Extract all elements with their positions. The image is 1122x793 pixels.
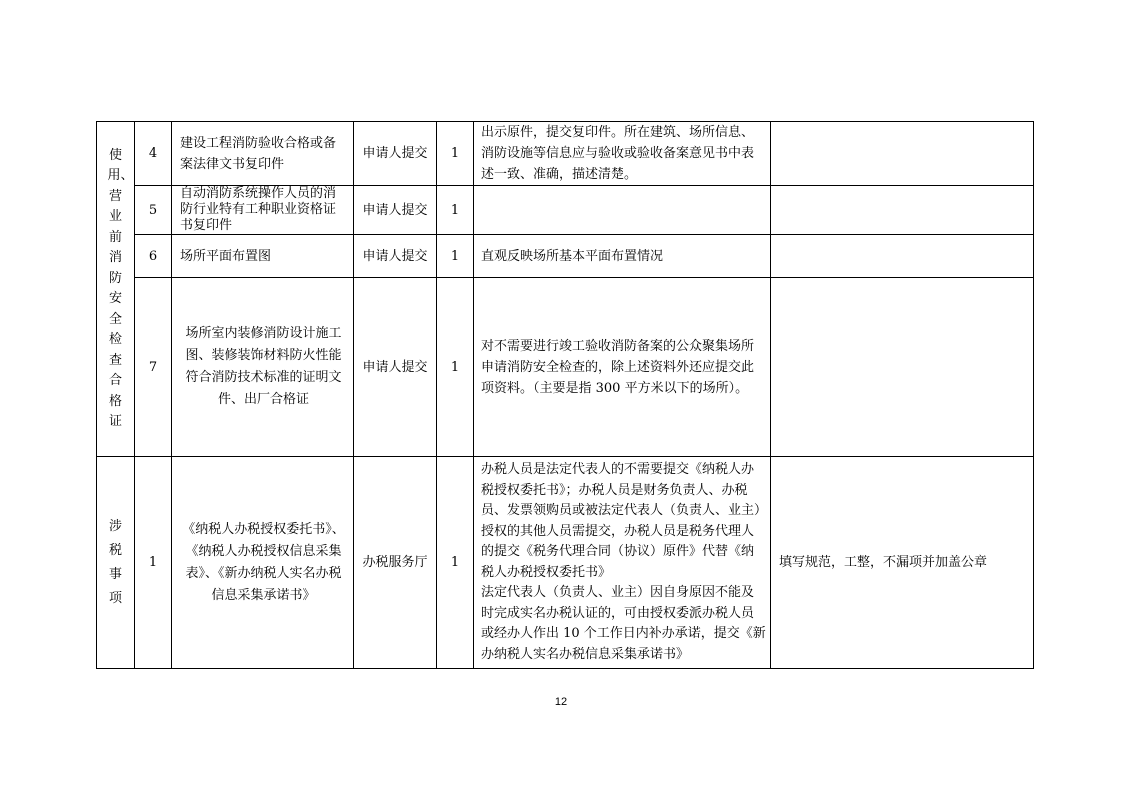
copy-count: 1 bbox=[437, 186, 474, 235]
copy-count: 1 bbox=[437, 278, 474, 457]
material-remark bbox=[771, 122, 1034, 186]
row-number: 1 bbox=[135, 457, 172, 669]
material-source: 申请人提交 bbox=[354, 278, 437, 457]
page-number: 12 bbox=[554, 696, 568, 708]
material-source: 申请人提交 bbox=[354, 235, 437, 278]
category-label: 涉税事项 bbox=[108, 518, 122, 606]
row-number: 7 bbox=[135, 278, 172, 457]
table-row bbox=[97, 457, 1034, 669]
material-name: 场所平面布置图 bbox=[172, 235, 354, 278]
material-remark bbox=[771, 186, 1034, 235]
table-row bbox=[97, 235, 1034, 278]
table-row bbox=[97, 278, 1034, 457]
category-cell bbox=[97, 457, 135, 669]
material-name: 《纳税人办税授权委托书》、《纳税人办税授权信息采集表》、《新办纳税人实名办税信息采集承诺书》 bbox=[172, 457, 354, 669]
material-source: 申请人提交 bbox=[354, 186, 437, 235]
row-number: 5 bbox=[135, 186, 172, 235]
material-description: 出示原件，提交复印件。所在建筑、场所信息、消防设施等信息应与验收或验收备案意见书中表述一致、准确，描述清楚。 bbox=[474, 122, 771, 186]
material-remark bbox=[771, 278, 1034, 457]
material-source: 申请人提交 bbox=[354, 122, 437, 186]
material-remark bbox=[771, 235, 1034, 278]
material-name: 自动消防系统操作人员的消防行业特有工种职业资格证书复印件 bbox=[172, 186, 354, 235]
copy-count: 1 bbox=[437, 235, 474, 278]
table-row bbox=[97, 122, 1034, 186]
material-name: 场所室内装修消防设计施工图、装修装饰材料防火性能符合消防技术标准的证明文件、出厂合格证 bbox=[172, 278, 354, 457]
copy-count: 1 bbox=[437, 122, 474, 186]
requirements-table bbox=[96, 121, 1034, 669]
copy-count: 1 bbox=[437, 457, 474, 669]
description-paragraph: 法定代表人（负责人、业主）因自身原因不能及时完成实名办税认证的，可由授权委派办税人员或经办人作出 10 个工作日内补办承诺，提交《新办纳税人实名办税信息采集承诺书》 bbox=[481, 585, 766, 662]
description-paragraph: 办税人员是法定代表人的不需要提交《纳税人办税授权委托书》；办税人员是财务负责人、办税员、发票领购员或被法定代表人（负责人、业主）授权的其他人员需提交，办税人员是税务代理人的提交《税务代理合同（协议）原件》代替《纳税人办税授权委托书》 bbox=[481, 462, 761, 580]
material-name: 建设工程消防验收合格或备案法律文书复印件 bbox=[172, 122, 354, 186]
material-description bbox=[474, 186, 771, 235]
material-remark: 填写规范，工整，不漏项并加盖公章 bbox=[771, 457, 1034, 669]
category-cell bbox=[97, 122, 135, 457]
category-label: 使用、营业前消防安全检查合格证 bbox=[107, 147, 134, 429]
table-row bbox=[97, 186, 1034, 235]
material-source: 办税服务厅 bbox=[354, 457, 437, 669]
material-description bbox=[474, 457, 771, 669]
material-description: 对不需要进行竣工验收消防备案的公众聚集场所申请消防安全检查的，除上述资料外还应提交此项资料。（主要是指 300 平方米以下的场所）。 bbox=[474, 278, 771, 457]
material-description: 直观反映场所基本平面布置情况 bbox=[474, 235, 771, 278]
row-number: 6 bbox=[135, 235, 172, 278]
row-number: 4 bbox=[135, 122, 172, 186]
